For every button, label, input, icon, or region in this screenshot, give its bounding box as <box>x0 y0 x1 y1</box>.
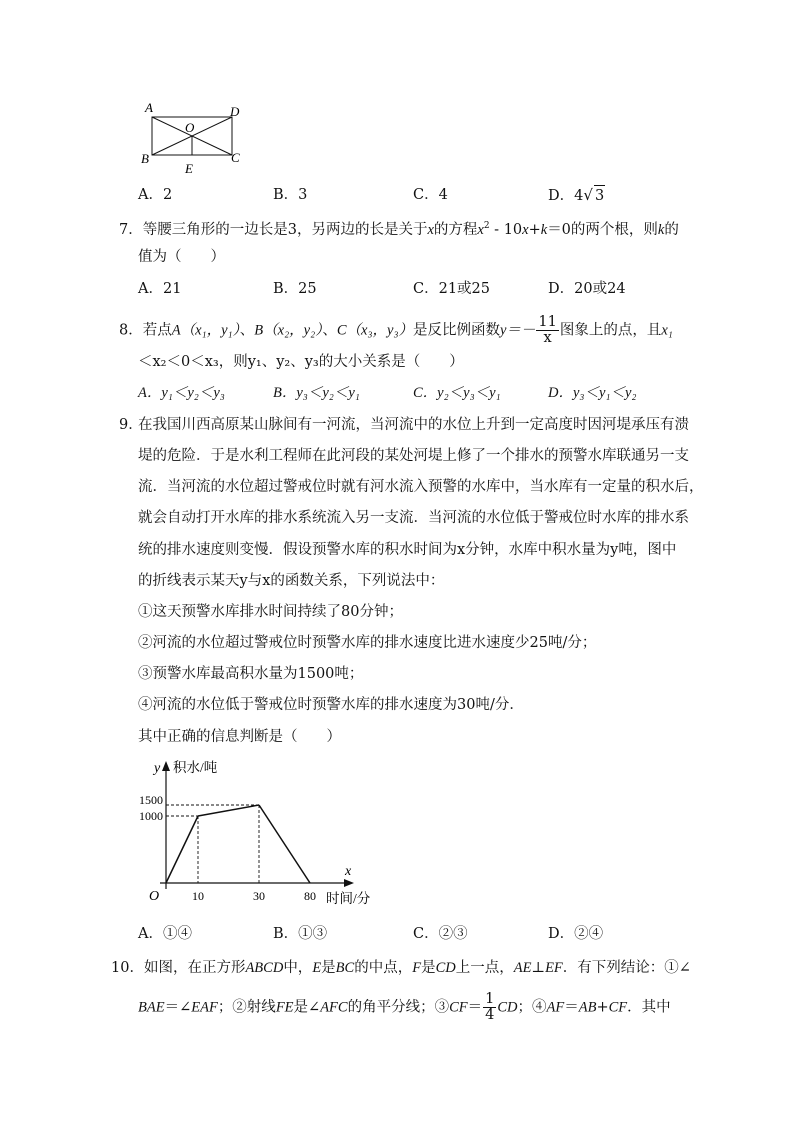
q7-option-b[interactable]: B．25 <box>273 281 317 297</box>
origin-label: O <box>149 889 160 904</box>
q7-option-a[interactable]: A．21 <box>138 281 182 297</box>
x-axis-var: x <box>345 864 352 879</box>
q9-option-a[interactable]: A．①④ <box>138 926 192 942</box>
q8-option-d[interactable]: D．y₃＜y₁＜y₂ <box>548 385 637 401</box>
label-o: O <box>185 120 195 135</box>
q6-option-a[interactable]: A．2 <box>138 187 173 203</box>
water-volume-chart <box>130 755 390 910</box>
y-tick-1500: 1500 <box>139 793 163 807</box>
q6-option-c[interactable]: C．4 <box>413 187 448 203</box>
q8-line-2: ＜x₂＜0＜x₃，则y₁、y₂、y₃的大小关系是（ ） <box>138 354 464 370</box>
label-a: A <box>145 100 153 115</box>
q9-statement-2: ②河流的水位超过警戒位时预警水库的排水速度比进水速度少25吨/分； <box>138 635 597 651</box>
series-segment-3 <box>259 805 310 883</box>
x-axis-label: 时间/分 <box>326 891 371 906</box>
q9-line-4: 就会自动打开水库的排水系统流入另一支流．当河流的水位低于警戒位时水库的排水系 <box>138 510 689 526</box>
q10-line-1: 10．如图，在正方形ABCD中，E是BC的中点，F是CD上一点，AE⊥EF．有下列结论：①∠ <box>111 960 691 976</box>
radical-3: 3 <box>594 185 605 206</box>
q9-line-6: 的折线表示某天y与x的函数关系，下列说法中： <box>138 573 445 589</box>
label-e: E <box>185 161 193 176</box>
y-axis-arrow <box>162 761 170 771</box>
q8-option-a[interactable]: A．y₁＜y₂＜y₃ <box>138 385 225 401</box>
series-segment-2 <box>198 805 259 816</box>
q6-option-b[interactable]: B．3 <box>273 187 308 203</box>
y-axis-var: y <box>154 761 161 776</box>
label-b: B <box>141 151 149 166</box>
q8-fraction: $\frac{11}{x}$ <box>538 314 557 346</box>
q9-line-2: 堤的危险．于是水利工程师在此河段的某处河堤上修了一个排水的预警水库联通另一支 <box>138 448 689 464</box>
y-axis-label: 积水/吨 <box>173 760 218 775</box>
q9-statement-4: ④河流的水位低于警戒位时预警水库的排水速度为30吨/分． <box>138 697 524 713</box>
q9-line-3: 流．当河流的水位超过警戒位时就有河水流入预警的水库中，当水库有一定量的积水后， <box>138 479 704 495</box>
q8-line-1: 8．若点A（x₁，y₁）、B（x₂，y₂）、C（x₃，y₃）是反比例函数y＝－ $\frac{11}{x}$ 图象上的点，且x₁ <box>119 314 673 346</box>
q9-line-1: 在我国川西高原某山脉间有一河流，当河流中的水位上升到一定高度时因河堤承压有溃 <box>138 417 689 433</box>
y-tick-1000: 1000 <box>139 809 163 823</box>
series-segment-1 <box>166 816 198 883</box>
x-axis-arrow <box>344 879 354 887</box>
x-tick-10: 10 <box>192 889 204 903</box>
q8-option-c[interactable]: C．y₂＜y₃＜y₁ <box>413 385 501 401</box>
q10-fraction: $\frac{1}{4}$ <box>485 991 495 1023</box>
q7-option-d[interactable]: D．20或24 <box>548 281 626 297</box>
q8-option-b[interactable]: B．y₃＜y₂＜y₁ <box>273 385 360 401</box>
q9-statement-3: ③预警水库最高积水量为1500吨； <box>138 666 364 682</box>
q7-line-1: 7．等腰三角形的一边长是3，另两边的长是关于x的方程$x^2 - 10x+k=0$的两个根，则k的 <box>119 221 679 238</box>
x-tick-80: 80 <box>304 889 316 903</box>
q7-option-c[interactable]: C．21或25 <box>413 281 491 297</box>
q9-option-b[interactable]: B．①③ <box>273 926 328 942</box>
q9-number: 9． <box>119 417 143 433</box>
q6-option-d[interactable]: D．4√ 3 <box>548 186 605 204</box>
x-tick-30: 30 <box>253 889 265 903</box>
q10-line-2: BAE＝∠EAF；②射线FE是∠AFC的角平分线；③CF＝ $\frac{1}{4}$ CD；④AF＝AB+CF．其中 <box>138 991 671 1023</box>
q9-option-d[interactable]: D．②④ <box>548 926 604 942</box>
q9-option-c[interactable]: C．②③ <box>413 926 468 942</box>
label-d: D <box>230 104 240 119</box>
label-c: C <box>231 150 240 165</box>
q9-statement-1: ①这天预警水库排水时间持续了80分钟； <box>138 604 403 620</box>
q7-line-2: 值为（ ） <box>138 249 225 265</box>
q9-question: 其中正确的信息判断是（ ） <box>138 729 341 745</box>
rectangle-figure <box>138 100 248 180</box>
q9-line-5: 统的排水速度则变慢．假设预警水库的积水时间为x分钟，水库中积水量为y吨，图中 <box>138 542 677 558</box>
